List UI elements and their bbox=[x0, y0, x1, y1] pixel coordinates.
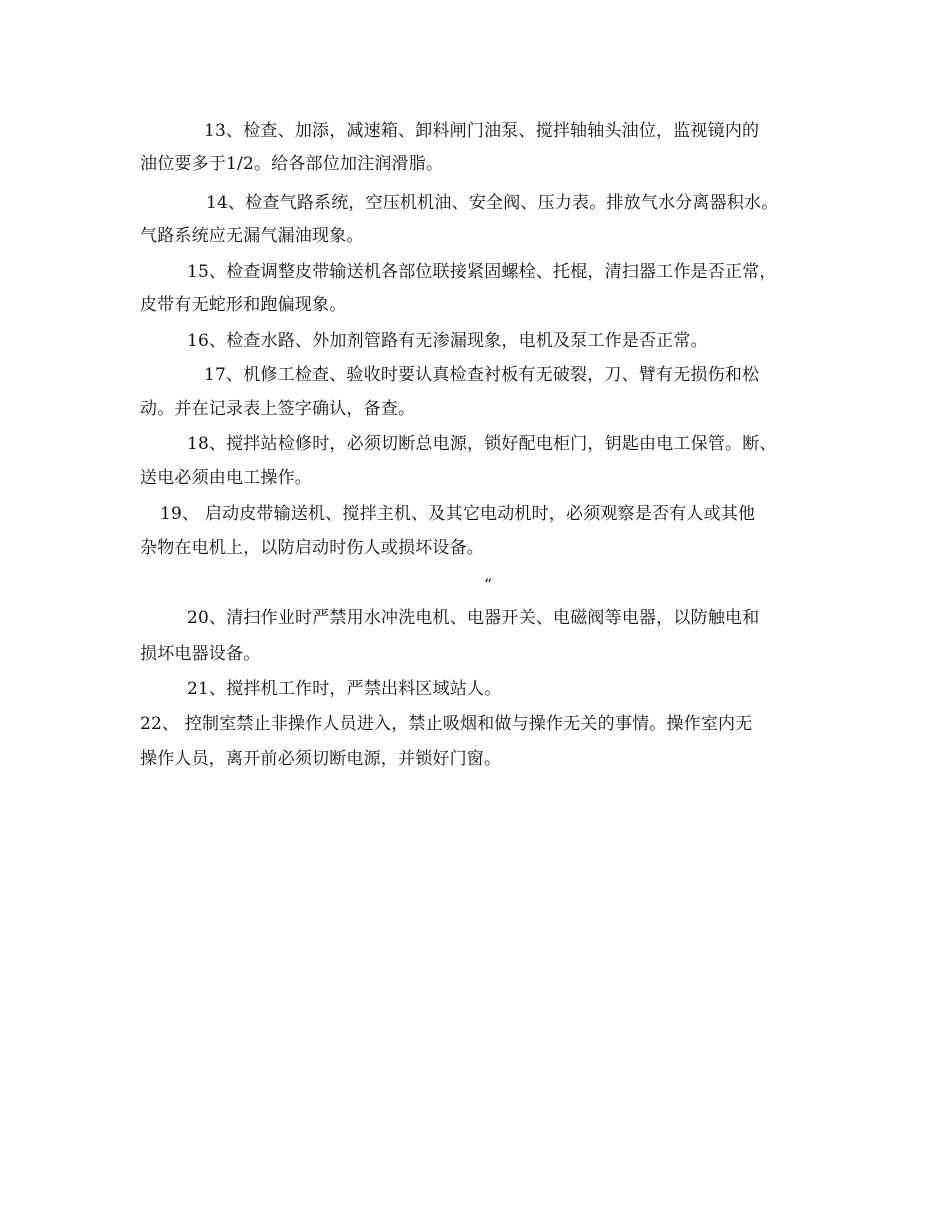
stray-quote-mark: “ bbox=[484, 575, 493, 594]
item-22-line-2: 操作人员，离开前必须切断电源，并锁好门窗。 bbox=[140, 749, 502, 769]
item-18-line-1: 18、搅拌站检修时，必须切断总电源，锁好配电柜门，钥匙由电工保管。断、 bbox=[187, 434, 777, 454]
item-15-line-1: 15、检查调整皮带输送机各部位联接紧固螺栓、托棍，清扫器工作是否正常， bbox=[187, 262, 777, 282]
item-20-line-1: 20、清扫作业时严禁用水冲洗电机、电器开关、电磁阀等电器，以防触电和 bbox=[187, 608, 760, 628]
item-13-line-1: 13、检查、加添，减速箱、卸料闸门油泵、搅拌轴轴头油位，监视镜内的 bbox=[204, 121, 760, 141]
item-22-line-1: 22、 控制室禁止非操作人员进入，禁止吸烟和做与操作无关的事情。操作室内无 bbox=[140, 714, 753, 734]
item-13-line-2: 油位要多于1/2。给各部位加注润滑脂。 bbox=[140, 154, 444, 174]
item-19-line-1: 19、 启动皮带输送机、搅拌主机、及其它电动机时，必须观察是否有人或其他 bbox=[160, 504, 756, 524]
item-20-line-2: 损坏电器设备。 bbox=[140, 644, 261, 664]
item-15-line-2: 皮带有无蛇形和跑偏现象。 bbox=[140, 295, 347, 315]
item-14-line-1: 14、检查气路系统，空压机机油、安全阀、压力表。排放气水分离器积水。 bbox=[206, 193, 779, 213]
item-16-line-1: 16、检查水路、外加剂管路有无渗漏现象，电机及泵工作是否正常。 bbox=[187, 331, 708, 351]
item-14-line-2: 气路系统应无漏气漏油现象。 bbox=[140, 226, 364, 246]
item-19-line-2: 杂物在电机上，以防启动时伤人或损坏设备。 bbox=[140, 538, 484, 558]
item-21-line-1: 21、搅拌机工作时，严禁出料区域站人。 bbox=[187, 679, 502, 699]
item-17-line-2: 动。并在记录表上签字确认，备查。 bbox=[140, 399, 416, 419]
item-17-line-1: 17、机修工检查、验收时要认真检查衬板有无破裂，刀、臂有无损伤和松 bbox=[204, 365, 760, 385]
item-18-line-2: 送电必须由电工操作。 bbox=[140, 468, 312, 488]
